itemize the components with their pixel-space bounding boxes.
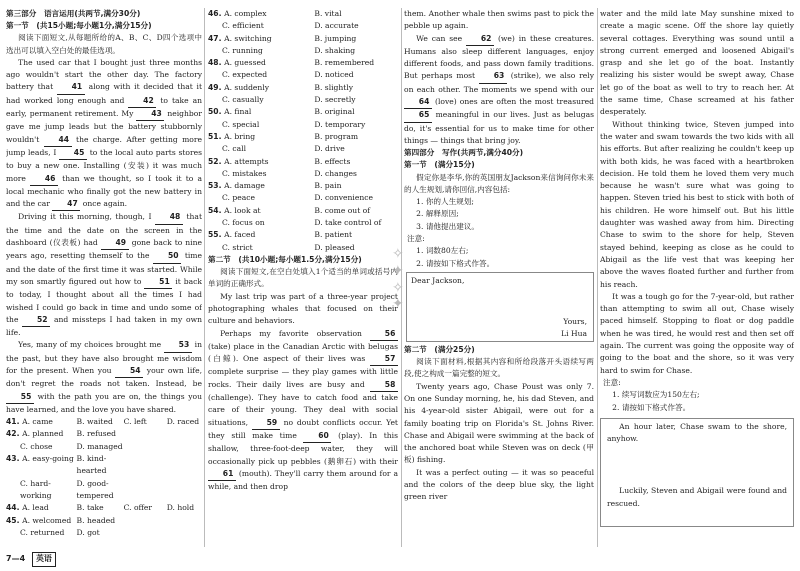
grammar-paragraph-4: [404, 33, 594, 148]
paragraph-text: to the local auto parts stores to buy a new one. Installing (安装) it was much more: [6, 147, 202, 183]
paragraph-text: in the past, but they have also brought me wisdom for the present. When you: [6, 340, 202, 375]
paragraph-text: It was a tough go for the 7-year-old, but rather than attempting to swim all out, Chase wisely paced himself. Stopping to float or dog paddle when he was tired, he would rest and then set off again. The current was going the opposite way of going to the boat and the shore, so it was very hard to swim for Chase.: [600, 291, 794, 375]
option-choice[interactable]: C. special: [222, 119, 260, 129]
option-choice[interactable]: C. expected: [222, 70, 268, 80]
option-choice: [124, 515, 167, 527]
blank-64[interactable]: 64: [404, 96, 432, 109]
part3-title: 第三部分 语言运用(共两节,满分30分): [6, 9, 141, 18]
paragraph-text: The used car that I bought just three months ago wouldn't start the other day. The factory battery that: [6, 57, 202, 92]
continuation-opening-2: Luckily, Steven and Abigail were found and rescued.: [607, 486, 787, 508]
blank-48[interactable]: 48: [155, 211, 183, 224]
question-number: 44.: [6, 503, 23, 513]
blank-57[interactable]: 57: [370, 353, 398, 366]
blank-41[interactable]: 41: [57, 81, 85, 94]
option-row: [208, 205, 398, 217]
option-choice[interactable]: B. original: [314, 107, 355, 117]
paragraph-text: the charge. After getting more jump leads, I: [6, 134, 202, 157]
question-number: 52.: [208, 156, 225, 166]
grammar-paragraph-2: [208, 328, 398, 494]
writing-space[interactable]: [607, 445, 787, 485]
writing-points: [404, 196, 594, 233]
option-choice[interactable]: 47. A. switching: [208, 33, 272, 43]
option-choice[interactable]: B. kind-hearted: [76, 454, 107, 476]
cloze-instruction: 阅读下面短文,从每题所给的A、B、C、D四个选项中选出可以填入空白处的最佳选项。: [6, 33, 202, 55]
option-choice[interactable]: C. chose: [20, 441, 53, 451]
paragraph-text: (challenge). They have to catch food and take care of their young. They deal with social situations,: [208, 393, 398, 427]
option-row: [6, 453, 202, 478]
options-46-55: [208, 8, 398, 254]
option-choice[interactable]: C. returned: [20, 527, 65, 537]
blank-61[interactable]: 61: [208, 468, 236, 481]
blank-60[interactable]: 60: [303, 430, 331, 443]
column-3: [404, 8, 594, 549]
option-choice: [124, 527, 167, 539]
option-row: [208, 106, 398, 118]
paragraph-text: Without thinking twice, Steven jumped into the water and swam towards the two kids with all his efforts. But after realizing he couldn't keep up with both kids, he was faced with a heartbroken decision. He told them he loved them very much because he wasn't sure what was going to happen. Steven tried his best to stick with both of his children. He wore himself out. But his little daughter was washed away from him. Directing Chase to swim to the shore for help, Steven stayed behind, keeping as close as he could to Abigail as the life vest that was keeping her above the waves floated further and further from his reach.: [600, 119, 794, 289]
blank-45[interactable]: 45: [59, 147, 87, 160]
page-number: 7—4: [6, 554, 26, 564]
option-choice[interactable]: C. peace: [222, 193, 255, 203]
paragraph-text: and missteps I had taken in my own life.: [6, 314, 202, 338]
question-number: 48.: [208, 58, 225, 68]
story-paragraph-2: [404, 467, 594, 504]
option-choice[interactable]: C. mistakes: [222, 168, 267, 178]
list-item: 1. 词数80左右;: [416, 246, 469, 256]
letter-signature: [561, 316, 587, 339]
blank-49[interactable]: 49: [101, 237, 129, 250]
note-label: 注意:: [407, 234, 425, 244]
section1-title: 第一节 (共15小题;每小题1分,满分15分): [6, 21, 152, 31]
writing-instruction: 假定你是李华,你的英国朋友Jackson来信询问你未来的人生规划,请你回信,内容包括:: [404, 172, 594, 194]
option-choice[interactable]: D. secretly: [314, 95, 356, 105]
paragraph-text: it back to today, I thought about all the times I had wished I could go back in time and undo some of the: [6, 276, 202, 324]
option-choice[interactable]: D. hold: [166, 503, 195, 513]
option-choice[interactable]: B. waited: [76, 417, 113, 427]
option-choice: [167, 478, 202, 503]
question-number: 53.: [208, 181, 225, 191]
option-choice[interactable]: 54. A. look at: [208, 205, 261, 215]
option-row: [208, 33, 398, 45]
option-choice[interactable]: B. remembered: [314, 58, 375, 68]
option-choice[interactable]: D. convenience: [314, 193, 373, 203]
option-row: [208, 229, 398, 241]
question-number: 55.: [208, 230, 225, 240]
blank-62[interactable]: 62: [466, 33, 494, 46]
question-number: 45.: [6, 515, 23, 525]
option-choice[interactable]: C. running: [222, 45, 263, 55]
option-choice: [167, 527, 202, 539]
option-row: [208, 180, 398, 192]
option-row: [6, 478, 202, 503]
column-4: [600, 8, 794, 549]
blank-53[interactable]: 53: [164, 339, 192, 352]
faint-seal-watermark: ✧ ✦ ✧ ✦: [392, 246, 404, 313]
paragraph-text: to take an early, permanent retirement. My: [6, 95, 202, 119]
option-choice[interactable]: 45. A. welcomed: [6, 515, 72, 525]
option-row: [208, 156, 398, 168]
option-choice: [124, 441, 167, 453]
option-row: [208, 57, 398, 69]
option-row: [6, 428, 202, 440]
paragraph-text: We can see: [416, 33, 467, 43]
option-choice[interactable]: 44. A. lead: [6, 503, 49, 513]
option-choice[interactable]: D. raced: [166, 417, 200, 427]
option-choice[interactable]: 48. A. guessed: [208, 58, 266, 68]
story-paragraph-1: [404, 381, 594, 467]
section2-title: 第二节 (共10小题;每小题1.5分,满分15分): [208, 254, 362, 264]
list-item: 2. 请按如下格式作答。: [416, 258, 495, 268]
option-row: [208, 242, 398, 254]
paragraph-text: along with it decided that it had worked long enough and: [6, 82, 202, 105]
option-row: [6, 502, 202, 514]
option-choice[interactable]: D. got: [76, 527, 100, 537]
continuation-opening-1: An hour later, Chase swam to the shore, anyhow.: [607, 421, 787, 444]
paragraph-text: gone back to nine years ago, resetting themself to the: [6, 238, 202, 261]
paragraph-text: (play). In this shallow, three-foot-deep water, they will occasionally pick up pebbles (鹅卵石) with their: [208, 430, 398, 466]
column-divider: [204, 8, 205, 547]
option-choice[interactable]: 41. A. came: [6, 417, 53, 427]
blank-65[interactable]: 65: [404, 109, 432, 122]
list-item: 1. 你的人生规划;: [416, 197, 474, 207]
blank-55[interactable]: 55: [6, 391, 34, 404]
column-divider: [597, 8, 598, 547]
list-item: 3. 请他提出建议。: [416, 221, 479, 231]
option-choice[interactable]: C. hard-working: [20, 478, 52, 500]
question-number: 50.: [208, 107, 225, 117]
blank-51[interactable]: 51: [144, 276, 172, 289]
option-choice[interactable]: D. accurate: [314, 21, 359, 31]
paragraph-text: your own life, don't regret the roads not taken. Instead, be: [6, 366, 202, 389]
option-choice[interactable]: D. take control of: [314, 218, 382, 228]
list-item: 2. 解释原因;: [416, 209, 459, 219]
paragraph-text: time and the date of the first time it was started. While my son smartly figured out how to: [6, 251, 202, 286]
option-choice[interactable]: B. patient: [314, 230, 353, 240]
question-number: 43.: [6, 454, 23, 464]
option-choice[interactable]: 42. A. planned: [6, 429, 64, 439]
option-choice[interactable]: D. managed: [76, 441, 123, 451]
option-choice[interactable]: B. come out of: [314, 205, 371, 215]
paragraph-text: them. Another whale then swims past to pick the pebble up again.: [404, 9, 594, 31]
blank-44[interactable]: 44: [44, 134, 72, 147]
blank-54[interactable]: 54: [115, 365, 143, 378]
option-row: [208, 94, 398, 106]
cloze-paragraph-2: [6, 211, 202, 339]
option-choice[interactable]: B. jumping: [314, 33, 357, 43]
blank-58[interactable]: 58: [370, 379, 398, 392]
option-row: [208, 217, 398, 229]
option-choice: [124, 453, 167, 478]
subject-tag: 英语: [32, 552, 56, 567]
option-choice[interactable]: B. headed: [76, 515, 116, 525]
option-choice[interactable]: 50. A. final: [208, 107, 252, 117]
paragraph-text: (mouth). They'll carry them around for a while, and then drop: [208, 468, 398, 492]
paragraph-text: Twenty years ago, Chase Poust was only 7. On one Sunday morning, he, his dad Steven, and his 4-year-old sister Abigail, were out for a family boating trip on Florida's St. Johns River. Chase and Abigail were swimming at the back of the anchored boat while Steven was on deck (甲板) fishing.: [404, 381, 594, 465]
cloze-paragraph-3: [6, 339, 202, 416]
paragraph-text: (love) ones are often the most treasured: [432, 97, 594, 107]
paragraph-text: once again.: [80, 199, 128, 209]
option-row: [208, 8, 398, 20]
cloze-paragraph-1: [6, 57, 202, 212]
option-choice: [124, 428, 167, 440]
option-row: [208, 69, 398, 81]
paragraph-text: complete surprise — they play games with little rocks. Their daily lives are busy and: [208, 367, 398, 389]
blank-52[interactable]: 52: [22, 314, 50, 327]
option-choice[interactable]: D. pleased: [314, 242, 355, 252]
letter-greeting: Dear Jackson,: [411, 275, 465, 285]
blank-46[interactable]: 46: [30, 173, 58, 186]
blank-42[interactable]: 42: [128, 95, 156, 108]
options-41-45: [6, 416, 202, 539]
continuation-answer-box[interactable]: [600, 418, 794, 527]
option-choice[interactable]: D. good-tempered: [76, 478, 114, 500]
paragraph-text: (take) place in the Canadian Arctic with belugas (白鲸). One aspect of their lives was: [208, 341, 398, 364]
option-row: [208, 20, 398, 32]
option-row: [6, 527, 202, 539]
paragraph-text: (we) in these creatures. Humans also sleep different languages, enjoy different foods, and pass down family traditions. But perhaps most: [404, 33, 594, 81]
option-choice[interactable]: C. focus on: [222, 218, 265, 228]
option-row: [6, 515, 202, 527]
option-choice[interactable]: C. efficient: [222, 21, 264, 31]
option-row: [208, 168, 398, 180]
option-choice[interactable]: B. take: [76, 503, 104, 513]
option-choice[interactable]: C. left: [123, 417, 147, 427]
paragraph-text: neighbor gave me jump leads but the battery stubbornly wouldn't: [6, 109, 202, 144]
paragraph-text: My last trip was part of a three-year project photographing whales that focused on their culture and behaviors.: [208, 291, 398, 326]
option-choice[interactable]: C. offer: [123, 503, 153, 513]
column-2: [208, 8, 398, 549]
question-number: 41.: [6, 417, 23, 427]
option-choice: [167, 453, 202, 478]
option-choice[interactable]: B. effects: [314, 156, 351, 166]
option-row: [208, 143, 398, 155]
paragraph-text: no doubt conflicts occur. Yet they still make time: [208, 417, 398, 440]
writing-space[interactable]: [607, 510, 787, 524]
blank-50[interactable]: 50: [153, 250, 181, 263]
blank-43[interactable]: 43: [136, 108, 164, 121]
option-choice[interactable]: 46. A. complex: [208, 9, 267, 18]
option-choice: [167, 428, 202, 440]
option-choice[interactable]: C. strict: [222, 242, 253, 252]
paragraph-text: Perhaps my favorite observation: [220, 328, 370, 338]
question-number: 47.: [208, 33, 225, 43]
blank-56[interactable]: 56: [370, 328, 398, 341]
paragraph-text: that the time and the date on the screen in the dashboard (仪表板) had: [6, 212, 202, 248]
option-row: [6, 416, 202, 428]
story-paragraph-4: [600, 119, 794, 291]
part4-title: 第四部分 写作(共两节,满分40分): [404, 148, 524, 158]
option-row: [208, 82, 398, 94]
option-choice[interactable]: D. noticed: [314, 70, 354, 80]
continuation-notes: [600, 389, 794, 414]
column-1: [6, 8, 202, 549]
option-row: [208, 131, 398, 143]
option-choice[interactable]: 43. A. easy-going: [6, 454, 74, 464]
question-number: 42.: [6, 429, 23, 439]
story-paragraph-5: [600, 291, 794, 377]
option-row: [208, 192, 398, 204]
blank-63[interactable]: 63: [479, 70, 507, 83]
option-row: [6, 441, 202, 453]
option-choice[interactable]: D. temporary: [314, 119, 366, 129]
option-choice[interactable]: B. pain: [314, 181, 342, 191]
story-paragraph-3: [600, 8, 794, 119]
letter-name: Li Hua: [561, 328, 587, 338]
option-choice[interactable]: 51. A. bring: [208, 131, 256, 141]
paragraph-text: Driving it this morning, though, I: [18, 212, 155, 222]
option-choice: [124, 478, 167, 503]
list-item: 1. 续写词数应为150左右;: [612, 390, 700, 400]
option-row: [208, 119, 398, 131]
option-choice[interactable]: 53. A. damage: [208, 181, 265, 191]
option-choice[interactable]: 55. A. faced: [208, 230, 256, 240]
option-choice[interactable]: D. drive: [314, 144, 345, 154]
writing-notes: [404, 245, 594, 270]
option-choice[interactable]: B. program: [314, 131, 359, 141]
option-choice[interactable]: D. changes: [314, 168, 357, 178]
question-number: 51.: [208, 131, 225, 141]
option-choice: [167, 441, 202, 453]
paragraph-text: It was a perfect outing — it was so peaceful and the colors of the deep blue sky, the light green river: [404, 467, 594, 502]
paragraph-text: than we thought, so I took it to a local mechanic who finally got the new battery in and the car: [6, 173, 202, 209]
grammar-instruction: 阅读下面短文,在空白处填入1个适当的单词或括号内单词的正确形式。: [208, 267, 398, 289]
option-choice[interactable]: B. vital: [314, 9, 342, 18]
option-choice[interactable]: C. casually: [222, 95, 264, 105]
option-choice[interactable]: D. shaking: [314, 45, 356, 55]
continuation-note-label: 注意:: [603, 377, 621, 387]
writing-section1-title: 第一节 (满分15分): [404, 160, 475, 170]
blank-47[interactable]: 47: [52, 198, 80, 211]
question-number: 49.: [208, 82, 225, 92]
option-choice: [167, 515, 202, 527]
blank-59[interactable]: 59: [252, 417, 280, 430]
list-item: 2. 请按如下格式作答。: [612, 402, 691, 412]
option-row: [208, 45, 398, 57]
paragraph-text: water and the mild late May sunshine mixed to create a magic scene. Off the shore lay quietly several cottages. Everything was sound until a strong current emerged and loosened Abigail's grasp and she let go of the boat. Instantly realizing his sister would be swept away, Chase let go of the boat as well to try to reach her. At the same time, Chase screamed at his father desperately.: [600, 9, 794, 117]
paragraph-text: (strike), we also rely on each other. The moments we spend with our: [404, 71, 594, 94]
paragraph-text: with the path you are on, the things you have learned, and the love you have shared.: [6, 391, 202, 414]
page-footer: [6, 552, 56, 567]
option-choice[interactable]: C. call: [222, 144, 247, 154]
letter-answer-box[interactable]: [406, 272, 594, 342]
question-number: 46.: [208, 9, 225, 18]
continuation-instruction: 阅读下面材料,根据其内容和所给段落开头语续写两段,使之构成一篇完整的短文。: [404, 357, 594, 379]
option-choice[interactable]: 52. A. attempts: [208, 156, 269, 166]
question-number: 54.: [208, 205, 225, 215]
paragraph-text: Yes, many of my choices brought me: [18, 340, 164, 350]
writing-section2-title: 第二节 (满分25分): [404, 344, 475, 354]
paragraph-text: meaningful in our lives. Just as belugas do, it's essential for us to make time for other things — things that bring joy.: [404, 110, 594, 145]
option-choice[interactable]: 49. A. suddenly: [208, 82, 270, 92]
grammar-paragraph-3: [404, 8, 594, 33]
option-choice[interactable]: B. refused: [76, 429, 117, 439]
letter-closing: Yours,: [563, 317, 587, 327]
option-choice[interactable]: B. slightly: [314, 82, 354, 92]
grammar-paragraph-1: [208, 291, 398, 328]
